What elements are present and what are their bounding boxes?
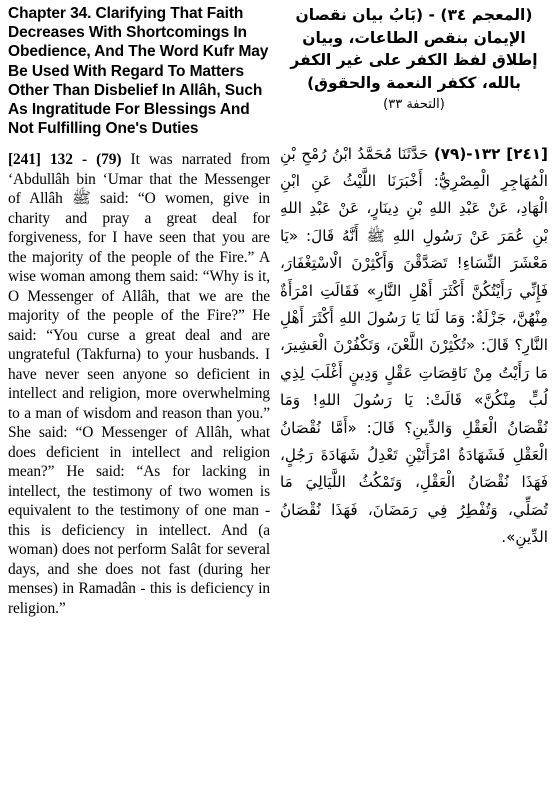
tuhfa-reference: (التحفة ٣٣) bbox=[383, 97, 445, 112]
hadith-text-arabic: حَدَّثَنَا مُحَمَّدُ ابْنُ رُمْحِ بْنِ الْمُهَاجِرِ الْمِصْرِيُّ: أَخْبَرَنَا اللَّيْثُ عَنِ ابْنِ الْهَادِ، عَنْ عَبْدِ اللهِ بْنِ دِينَارٍ، عَنْ عَبْدِ اللهِ بْنِ عُمَرَ عَنْ رَسُولِ اللهِ ﷺ أَنَّهُ قَالَ: «يَا مَعْشَرَ النِّسَاءِ! تَصَدَّقْنَ وَأَكْثِرْنَ الْاسْتِغْفَارَ، فَإِنِّي رَأَيْتُكُنَّ أَكْثَرَ أَهْلِ النَّارِ» فَقَالَتِ امْرَأَةٌ مِنْهُنَّ، جَزْلَةٌ: وَمَا لَنَا يَا رَسُولَ اللهِ أَكْثَرَ أَهْلِ النَّارِ؟ قَالَ: «تُكْثِرْنَ اللَّعْنَ، وَتَكْفُرْنَ الْعَشِيرَ، مَا رَأَيْتُ مِنْ نَاقِصَاتِ عَقْلٍ وَدِينٍ أَغْلَبَ لِذِي لُبٍّ مِنْكُنَّ» قَالَتْ: يَا رَسُولَ اللهِ! وَمَا نُقْصَانُ الْعَقْلِ وَالدِّينِ؟ قَالَ: «أَمَّا نُقْصَانُ الْعَقْلِ فَشَهَادَةُ امْرَأَتَيْنِ تَعْدِلُ شَهَادَةَ رَجُلٍ، فَهَذَا نُقْصَانُ الْعَقْلِ، وَتَمْكُثُ اللَّيَالِيَ مَا تُصَلِّي، وَتُفْطِرُ فِي رَمَضَانَ، فَهَذَا نُقْصَانُ الدِّينِ». bbox=[280, 144, 548, 547]
hadith-text-english: It was narrated from ‘Abdullâh bin ‘Umar that the Messenger of Allâh ﷺ said: “O women, give in charity and pray a great deal for forgiveness, for I have seen that you are the majority of the people of the Fire.” A wise woman among them said: “Why is it, O Messenger of Allâh, that we are the majority of the people of the Fire?” He said: “You curse a great deal and are ungrateful (Takfurna) to your husbands. I have never seen anyone so deficient in intellect and religion, more overwhelming to a man of wisdom and reason than you.” She said: “O Messenger of Allâh, what does deficient in intellect and religion mean?” He said: “As for lacking in intellect, the testimony of two women is equivalent to the testimony of one man - this is deficiency in intellect. And (a woman) does not perform Salât for several days, and she does not fast (during her menses) in Ramadân - this is deficiency in religion.” bbox=[8, 151, 270, 617]
hadith-arabic bbox=[280, 141, 548, 552]
hadith-english bbox=[8, 150, 270, 618]
hadith-number-english: [241] 132 - (79) bbox=[8, 151, 122, 169]
english-column bbox=[8, 4, 270, 618]
chapter-heading-arabic-line1: (المعجم ٣٤) - (بَابُ بيان نقصان bbox=[295, 6, 533, 24]
chapter-heading-arabic bbox=[280, 4, 548, 117]
arabic-column bbox=[280, 4, 548, 552]
chapter-heading-arabic-line3: إطلاق لفظ الكفر على غير الكفر bbox=[290, 51, 538, 69]
hadith-number-arabic: [٢٤١] ١٣٢-(٧٩) bbox=[433, 144, 548, 163]
chapter-heading-english: Chapter 34. Clarifying That Faith Decreases With Shortcomings In Obedience, And The Word Kufr May Be Used With Regard To Matters Other Than Disbelief In Allâh, Such As Ingratitude For Blessings And Not Fulfilling One's Duties bbox=[8, 5, 269, 138]
chapter-heading-arabic-line2: الإيمان بنقص الطاعات، وبيان bbox=[302, 28, 526, 47]
chapter-heading-arabic-line4: بالله، ككفر النعمة والحقوق) bbox=[307, 73, 521, 92]
